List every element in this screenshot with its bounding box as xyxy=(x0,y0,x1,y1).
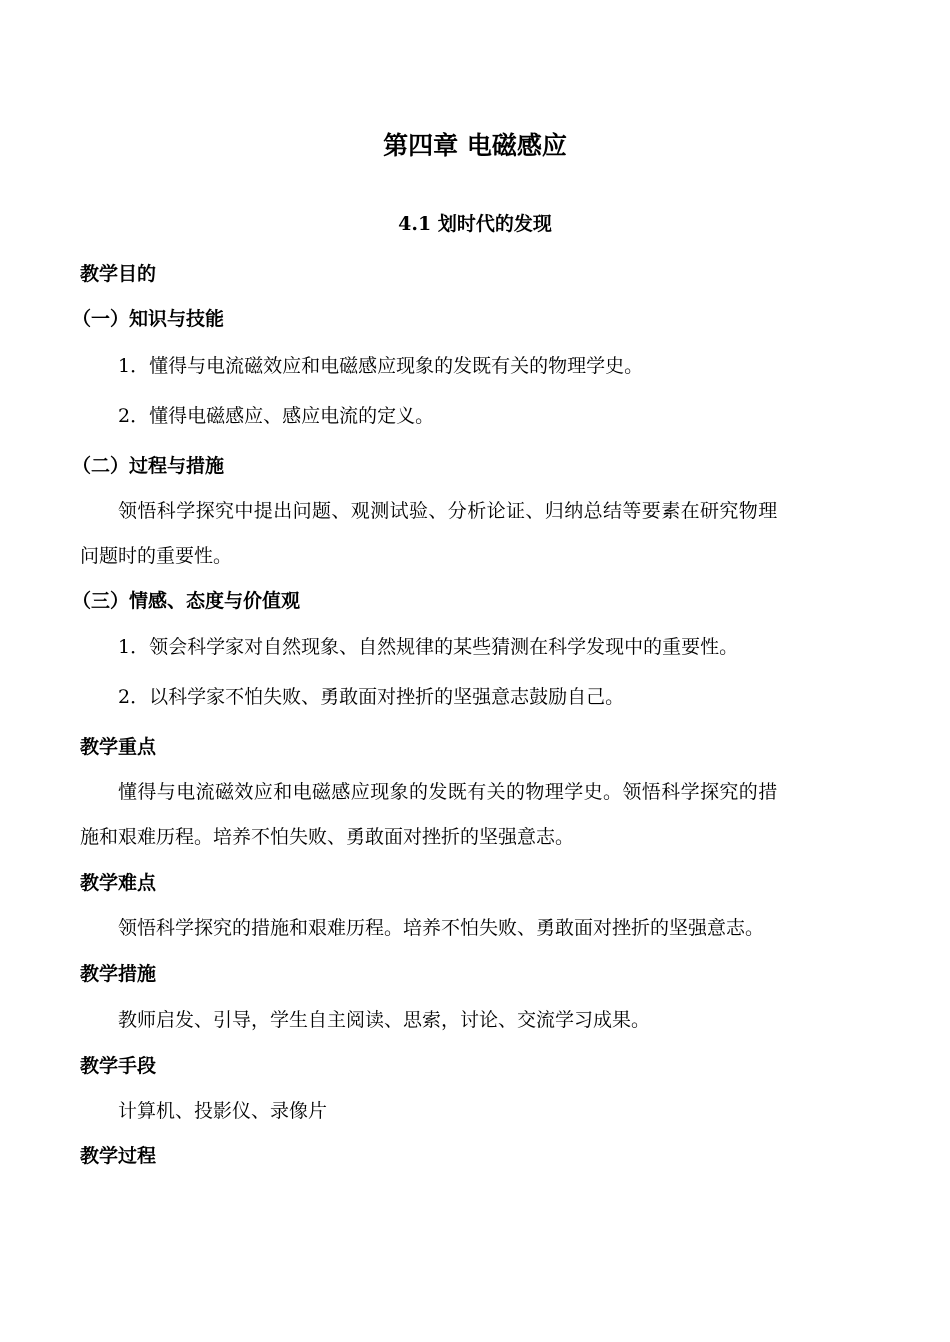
chapter-title: 第四章 电磁感应 xyxy=(383,131,567,160)
process-heading: （二）过程与措施 xyxy=(72,455,225,477)
process-text-line-2: 问题时的重要性。 xyxy=(80,545,233,567)
process-text-line-1: 领悟科学探究中提出问题、观测试验、分析论证、归纳总结等要素在研究物理 xyxy=(118,500,778,522)
methods-heading: 教学措施 xyxy=(80,963,157,985)
difficulties-heading: 教学难点 xyxy=(80,872,157,894)
emotion-item-2: 2．以科学家不怕失败、勇敢面对挫折的坚强意志鼓励自己。 xyxy=(118,686,625,708)
emotion-heading: （三）情感、态度与价值观 xyxy=(72,590,301,612)
key-points-text-line-1: 懂得与电流磁效应和电磁感应现象的发既有关的物理学史。领悟科学探究的措 xyxy=(118,781,778,803)
key-points-text-line-2: 施和艰难历程。培养不怕失败、勇敢面对挫折的坚强意志。 xyxy=(80,826,575,848)
knowledge-item-2: 2．懂得电磁感应、感应电流的定义。 xyxy=(118,405,435,427)
tools-heading: 教学手段 xyxy=(80,1055,157,1077)
teaching-process-heading: 教学过程 xyxy=(80,1145,157,1167)
section-title: 4.1 划时代的发现 xyxy=(398,213,552,235)
difficulties-text: 领悟科学探究的措施和艰难历程。培养不怕失败、勇敢面对挫折的坚强意志。 xyxy=(118,917,765,939)
objectives-heading: 教学目的 xyxy=(80,263,157,285)
knowledge-heading: （一）知识与技能 xyxy=(72,308,225,330)
tools-text: 计算机、投影仪、录像片 xyxy=(118,1100,328,1122)
emotion-item-1: 1．领会科学家对自然现象、自然规律的某些猜测在科学发现中的重要性。 xyxy=(118,636,739,658)
key-points-heading: 教学重点 xyxy=(80,736,157,758)
knowledge-item-1: 1．懂得与电流磁效应和电磁感应现象的发既有关的物理学史。 xyxy=(118,355,644,377)
methods-text: 教师启发、引导，学生自主阅读、思索，讨论、交流学习成果。 xyxy=(118,1009,651,1031)
